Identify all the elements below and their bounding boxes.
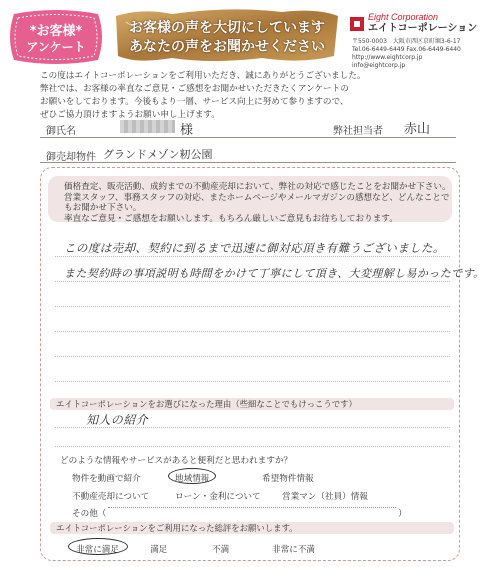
rating-option-very-dissatisfied[interactable]: 非常に不満	[272, 545, 315, 555]
info-option-wanted[interactable]: 希望物件情報	[262, 474, 314, 484]
info-option-loan[interactable]: ローン・金利について	[175, 492, 261, 502]
name-underline	[40, 137, 456, 138]
address-line: 〒550-0003 大阪市西区京町堀3-6-17	[352, 38, 461, 45]
rating-option-dissatisfied[interactable]: 不満	[212, 545, 230, 555]
comment-rule	[55, 281, 450, 282]
staff-name: 赤山	[404, 122, 431, 137]
banner-line1: お客様の声を大切にしています	[129, 20, 325, 36]
website-link[interactable]: http://www.eightcorp.jp	[352, 54, 423, 61]
intro-line: 弊社では、お客様の率直なご意見・ご感想をお聞かせいただきたくアンケートの	[40, 84, 349, 94]
banner-line2: あなたの声をお聞かせください	[129, 39, 325, 55]
property-label: 御売却物件	[46, 152, 96, 163]
selected-rating-circle	[68, 538, 128, 555]
company-block	[350, 12, 495, 70]
prompt-line: 価格査定、販売活動、成約までの不動産売却において、弊社の対応で感じたことをお聞かせ下さい。	[64, 182, 451, 192]
reason-rule	[55, 427, 450, 428]
rating-option-very-satisfied[interactable]: 非常に満足	[76, 545, 119, 555]
info-option-other[interactable]: その他（	[72, 509, 107, 519]
rating-question: エイトコーポレーションをご利用になった総評をお願いします。	[50, 522, 454, 534]
company-name-en: Eight Corporation	[368, 12, 439, 22]
info-option-staff[interactable]: 営業マン（社員）情報	[282, 492, 368, 502]
intro-line: ぜひご協力頂けますようお願い申し上げます。	[40, 110, 220, 120]
intro-text	[40, 70, 460, 122]
prompt-line: 営業スタッフ、事務スタッフの対応、またホームページやメールマガジンの感想など、どんなことでもお聞かせ下さい。	[64, 192, 450, 213]
selected-area-circle	[168, 468, 216, 484]
other-input-line[interactable]	[108, 507, 396, 508]
comment-rule	[55, 256, 450, 257]
comment-rule	[55, 381, 450, 382]
badge-title: *お客様*	[29, 24, 83, 39]
redacted-customer-name	[120, 120, 175, 133]
name-label: 御氏名	[46, 126, 76, 137]
company-address	[350, 38, 495, 70]
property-name: グランドメゾン籾公園	[103, 148, 213, 161]
rating-option-satisfied[interactable]: 満足	[150, 545, 168, 555]
other-close-paren: ）	[398, 509, 408, 519]
comment-rule	[55, 356, 450, 357]
handwritten-comment-line: また契約時の事項説明も時間をかけて丁寧にして頂き、大変理解し易かったです。	[64, 267, 485, 280]
company-logo-icon	[350, 17, 364, 31]
comment-rule	[55, 331, 450, 332]
phone-line: Tel.06-6449-6449 Fax.06-6449-6440	[352, 46, 461, 53]
email-link[interactable]: info@eightcorp.jp	[352, 62, 406, 69]
comment-rule	[55, 306, 450, 307]
intro-line: この度はエイトコーポレーションをご利用いただき、誠にありがとうございました。	[40, 71, 366, 81]
honorific: 様	[180, 123, 194, 138]
intro-line: お願いをしております。今後もより一層、サービス向上に努めて参りますので、	[40, 97, 349, 107]
info-option-selling[interactable]: 不動産売却について	[72, 492, 150, 502]
info-option-video[interactable]: 物件を動画で紹介	[72, 474, 141, 484]
company-name-ja: エイトコーポレーション	[368, 23, 478, 34]
reason-question: エイトコーポレーションをお選びになった理由（些細なことでもけっこうです）	[50, 398, 454, 410]
property-underline	[40, 162, 456, 163]
comment-prompt	[48, 176, 452, 222]
staff-label: 弊社担当者	[333, 126, 383, 137]
prompt-line: 率直なご意見・ご感想をお願いします。もちろん厳しいご意見もお待ちしております。	[64, 213, 398, 224]
info-option-area[interactable]: 地域情報	[175, 474, 210, 484]
reason-answer-handwritten: 知人の紹介	[86, 413, 149, 427]
badge-subtitle: アンケート	[26, 40, 86, 54]
info-question: どのような情報やサービスがあると便利だと思われますか？	[60, 456, 293, 466]
handwritten-comment-line: この度は売却、契約に到るまで迅速に御対応頂き有難うございました。	[64, 241, 445, 255]
reason-rule	[55, 446, 450, 447]
